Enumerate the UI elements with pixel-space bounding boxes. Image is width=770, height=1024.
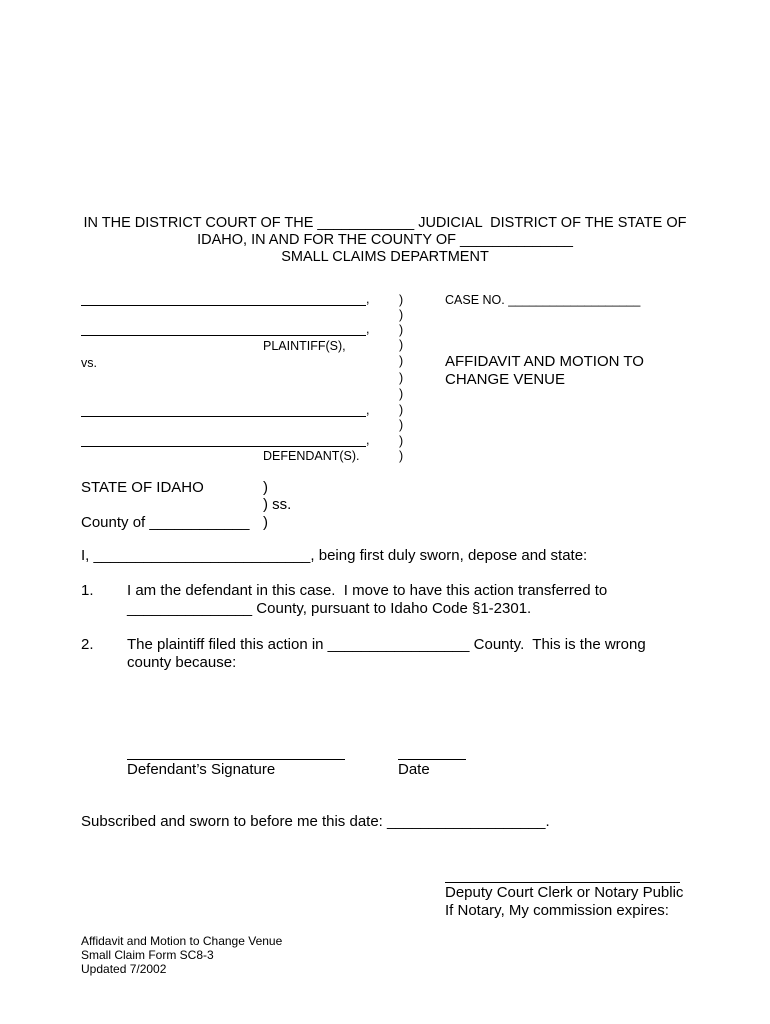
paren: ) [399,293,404,307]
vs-label: vs. [81,356,97,370]
defendant-signature-label: Defendant’s Signature [127,761,276,778]
comma: , [366,403,370,417]
case-number[interactable]: CASE NO. ___________________ [445,293,641,307]
footer-title: Affidavit and Motion to Change Venue [81,934,283,948]
venue-ss: ) ss. [263,496,292,513]
clerk-signature-line[interactable] [445,882,680,883]
defendant-signature-line[interactable] [127,759,345,760]
footer-form-number: Small Claim Form SC8-3 [81,948,214,962]
plaintiff-name-line-2[interactable] [81,335,366,336]
paren: ) [399,338,404,352]
venue-paren: ) [263,479,268,496]
venue-paren: ) [263,514,268,531]
item2-line1[interactable]: The plaintiff filed this action in _________________ County. This is the wrong [127,636,646,653]
court-header-line2: IDAHO, IN AND FOR THE COUNTY OF ______________ [197,232,573,248]
date-line[interactable] [398,759,466,760]
defendant-label: DEFENDANT(S). [263,449,360,463]
comma: , [366,292,370,306]
item-number-1: 1. [81,582,94,599]
plaintiff-label: PLAINTIFF(S), [263,339,346,353]
paren: ) [399,387,404,401]
item1-line1: I am the defendant in this case. I move to have this action transferred to [127,582,608,599]
item2-line2: county because: [127,654,237,671]
court-header-line1: IN THE DISTRICT COURT OF THE ____________ JUDICIAL DISTRICT OF THE STATE OF [83,215,687,231]
paren: ) [399,354,404,368]
document-title-line2: CHANGE VENUE [445,371,566,388]
footer-updated: Updated 7/2002 [81,962,167,976]
clerk-label: Deputy Court Clerk or Notary Public [445,884,684,901]
defendant-name-line-1[interactable] [81,416,366,417]
defendant-name-line-2[interactable] [81,446,366,447]
item-number-2: 2. [81,636,94,653]
court-header-line3: SMALL CLAIMS DEPARTMENT [281,249,489,265]
subscribed-statement[interactable]: Subscribed and sworn to before me this date: ___________________. [81,813,550,830]
comma: , [366,433,370,447]
paren: ) [399,308,404,322]
paren: ) [399,371,404,385]
oath-statement[interactable]: I, __________________________, being first duly sworn, depose and state: [81,547,588,564]
paren: ) [399,449,404,463]
date-label: Date [398,761,430,778]
document-title-line1: AFFIDAVIT AND MOTION TO [445,353,644,370]
comma: , [366,322,370,336]
paren: ) [399,418,404,432]
paren: ) [399,403,404,417]
paren: ) [399,323,404,337]
county-field[interactable]: County of ____________ [81,514,250,531]
paren: ) [399,434,404,448]
state-label: STATE OF IDAHO [81,479,204,496]
item1-line2[interactable]: _______________ County, pursuant to Idaho Code §1-2301. [127,600,532,617]
plaintiff-name-line-1[interactable] [81,305,366,306]
commission-expires-label: If Notary, My commission expires: [445,902,669,919]
